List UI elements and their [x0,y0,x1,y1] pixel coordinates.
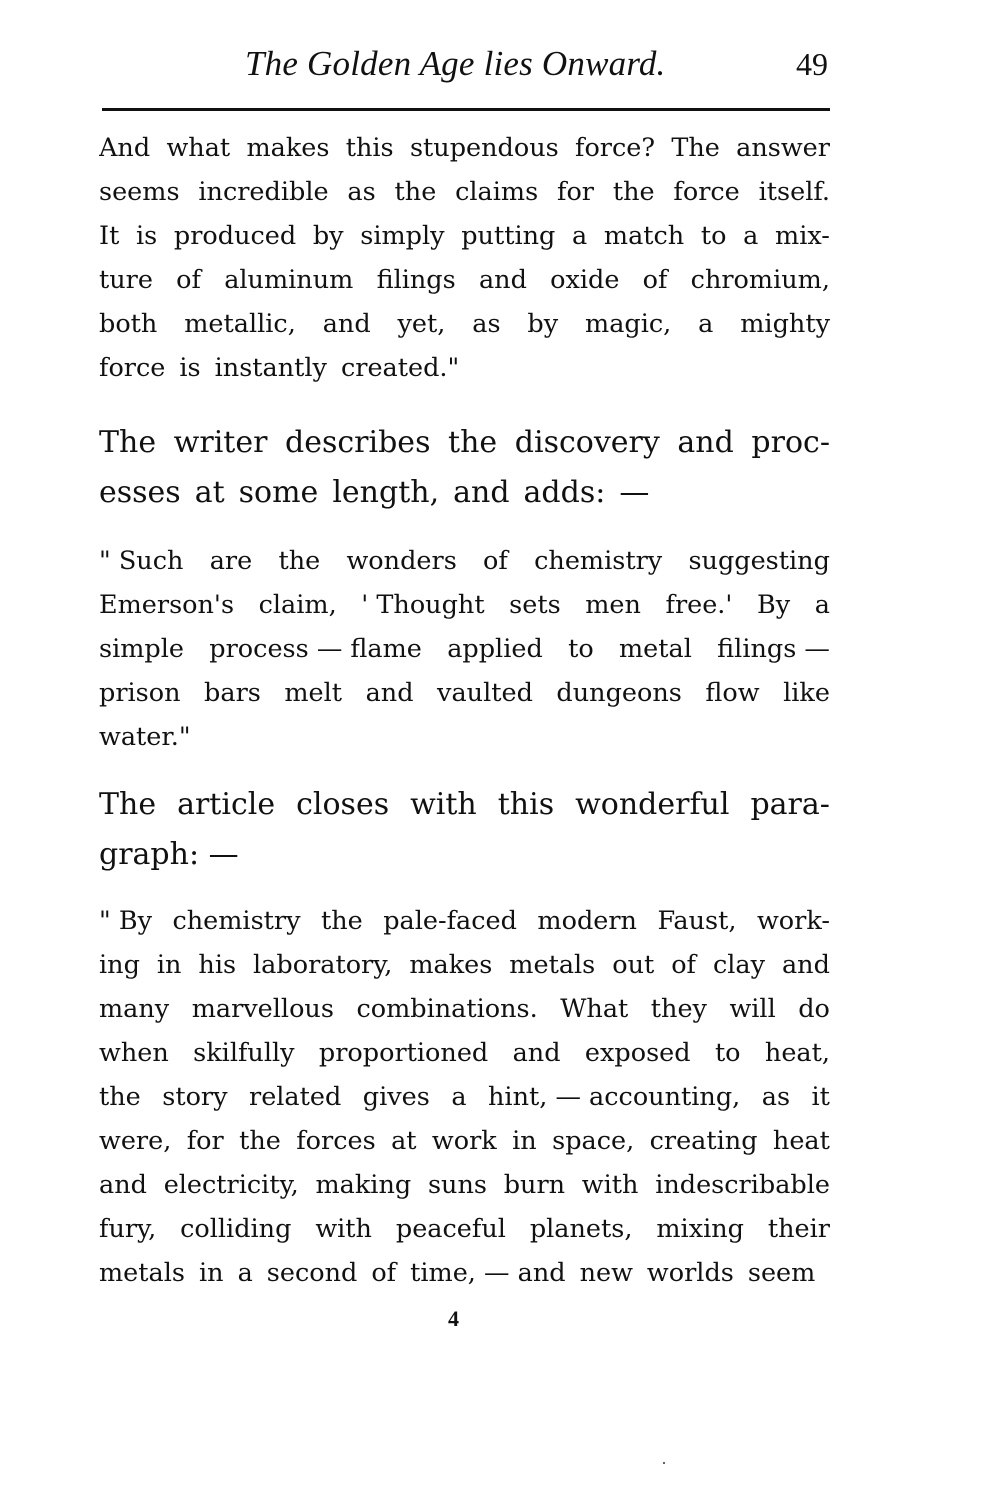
word: to [714,1038,741,1068]
word: and [512,1038,561,1068]
word: flow [705,678,760,708]
word: closes [296,787,390,822]
word: a [237,1258,253,1288]
word: claim, [258,590,337,620]
word: fury, [99,1214,157,1244]
word: the [448,425,498,460]
word: force [99,353,166,383]
word: vaulted [437,678,533,708]
word: match [603,221,685,251]
text-line [99,715,830,759]
word: and [677,425,734,460]
word: second [266,1258,358,1288]
word: marvellous [191,994,334,1024]
word: some [238,475,319,510]
word: many [99,994,170,1024]
word: at [391,1126,417,1156]
word: is [135,221,158,251]
word: at [194,475,225,510]
word: sets [509,590,561,620]
word: men [585,590,641,620]
word: what [166,133,231,163]
word: related [249,1082,342,1112]
text-line [99,302,830,346]
word: mighty [740,309,830,339]
word: seems [99,177,180,207]
word: What [560,994,629,1024]
word: modern [537,906,637,936]
word: as [347,177,376,207]
word: work [431,1126,497,1156]
text-line [99,214,830,258]
word: their [767,1214,830,1244]
word: as [761,1082,791,1112]
word: It [99,221,120,251]
word: filings [376,265,456,295]
word: adds: [523,475,606,510]
word: both [99,309,158,339]
word: metals [99,1258,185,1288]
word: they [650,994,707,1024]
word: colliding [180,1214,292,1244]
word: with [315,1214,372,1244]
word: to [568,634,594,664]
word: as [472,309,501,339]
text-line [99,671,830,715]
word: itself. [758,177,830,207]
word: esses [99,475,181,510]
word: in [512,1126,537,1156]
word: work- [756,906,830,936]
word: The [99,787,157,822]
word: the [320,906,363,936]
word: melt [284,678,343,708]
word: " By [99,906,152,936]
word: exposed [584,1038,691,1068]
word: it [811,1082,830,1112]
word: and [99,1170,147,1200]
word: for [186,1126,224,1156]
word: metal [618,634,692,664]
word: and [478,265,527,295]
word: heat, [764,1038,830,1068]
paragraph-2 [99,418,830,518]
word: force [673,177,740,207]
text-line [99,1119,830,1163]
word: water." [99,722,191,752]
word: indescribable [655,1170,830,1200]
word: by [312,221,344,251]
word: pale-faced [383,906,517,936]
word: simply [360,221,445,251]
word: aluminum [224,265,354,295]
word: simple [99,634,184,664]
text-line [99,418,830,468]
word: his [198,950,237,980]
word: — [619,475,650,510]
word: laboratory, [253,950,393,980]
word: gives [362,1082,430,1112]
word: stupendous [409,133,559,163]
page-number: 49 [796,46,828,82]
word: writer [173,425,268,460]
word: the [612,177,655,207]
text-line [99,1163,830,1207]
word: electricity, [163,1170,299,1200]
word: metallic, [184,309,296,339]
word: the [99,1082,141,1112]
word: magic, [585,309,672,339]
word: space, [552,1126,635,1156]
word: filings — [717,634,830,664]
text-line [99,1031,830,1075]
word: prison [99,678,181,708]
word: seem [747,1258,816,1288]
word: by [527,309,559,339]
word: heat [772,1126,830,1156]
word: mix- [775,221,830,251]
word: with [410,787,477,822]
word: story [162,1082,228,1112]
word: applied [447,634,543,664]
word: time, — and [410,1258,566,1288]
paragraph-3 [99,539,830,759]
word: like [783,678,830,708]
word: suggesting [688,546,830,576]
word: free.' [665,590,733,620]
word: wonderful [575,787,730,822]
running-title: The Golden Age lies Onward. [245,44,666,83]
word: suns [427,1170,487,1200]
word: dungeons [556,678,682,708]
paper-speck [663,1462,665,1464]
word: chromium, [690,265,830,295]
text-line [99,830,830,880]
word: graph: — [99,837,239,872]
word: in [198,1258,224,1288]
word: were, [99,1126,172,1156]
word: ' Thought [361,590,485,620]
word: a [572,221,588,251]
word: of [671,950,696,980]
word: worlds [646,1258,734,1288]
word: for [557,177,594,207]
word: " Such [99,546,184,576]
word: are [209,546,253,576]
text-line [99,539,830,583]
word: this [497,787,555,822]
text-line [99,346,830,390]
paragraph-5 [99,899,830,1295]
word: will [729,994,776,1024]
word: chemistry [172,906,301,936]
word: burn [503,1170,566,1200]
text-line [99,1207,830,1251]
word: combinations. [356,994,538,1024]
word: skilfully [193,1038,295,1068]
word: making [315,1170,412,1200]
word: article [177,787,276,822]
word: The [99,425,157,460]
text-line [99,583,830,627]
word: of [642,265,668,295]
word: a [451,1082,467,1112]
word: new [579,1258,633,1288]
word: makes [246,133,330,163]
word: chemistry [534,546,663,576]
word: claims [455,177,539,207]
word: wonders [346,546,457,576]
word: discovery [514,425,660,460]
word: to [700,221,727,251]
word: metals [509,950,596,980]
word: hint, — accounting, [487,1082,741,1112]
paragraph-1 [99,126,830,390]
text-line [99,899,830,943]
word: proc- [751,425,830,460]
text-line [99,126,830,170]
word: makes [409,950,493,980]
word: created." [340,353,460,383]
word: By [757,590,791,620]
word: para- [750,787,830,822]
word: planets, [529,1214,633,1244]
word: proportioned [318,1038,489,1068]
text-line [99,1075,830,1119]
word: and [453,475,510,510]
word: and [781,950,830,980]
word: of [176,265,201,295]
word: oxide [550,265,620,295]
paragraph-4 [99,780,830,880]
word: Faust, [657,906,737,936]
word: And [99,133,151,163]
word: incredible [198,177,329,207]
word: with [581,1170,639,1200]
word: Emerson's [99,590,235,620]
word: of [371,1258,397,1288]
text-line [99,987,830,1031]
word: length, [332,475,440,510]
word: peaceful [395,1214,506,1244]
word: ture [99,265,153,295]
word: out [612,950,655,980]
word: mixing [656,1214,744,1244]
page-header [100,40,830,100]
word: and [322,309,371,339]
signature-mark: 4 [448,1306,459,1331]
word: the [239,1126,281,1156]
word: instantly [214,353,327,383]
word: ing [99,950,140,980]
word: clay [712,950,765,980]
word: a [698,309,714,339]
word: forces [296,1126,376,1156]
word: the [394,177,437,207]
word: when [99,1038,169,1068]
header-rule [102,108,830,111]
text-line [99,780,830,830]
text-line [99,943,830,987]
text-line [99,1251,830,1295]
word: describes [285,425,431,460]
word: bars [204,678,261,708]
word: produced [173,221,297,251]
text-line [99,468,830,518]
text-line [99,258,830,302]
word: a [814,590,830,620]
word: this [345,133,394,163]
word: force? [575,133,656,163]
word: process — flame [209,634,422,664]
word: of [483,546,508,576]
word: the [278,546,321,576]
word: is [179,353,201,383]
word: do [798,994,830,1024]
word: and [365,678,414,708]
word: The [671,133,720,163]
word: in [156,950,182,980]
word: creating [649,1126,758,1156]
word: yet, [397,309,446,339]
word: putting [461,221,556,251]
text-line [99,170,830,214]
word: a [743,221,759,251]
text-line [99,627,830,671]
word: answer [736,133,830,163]
